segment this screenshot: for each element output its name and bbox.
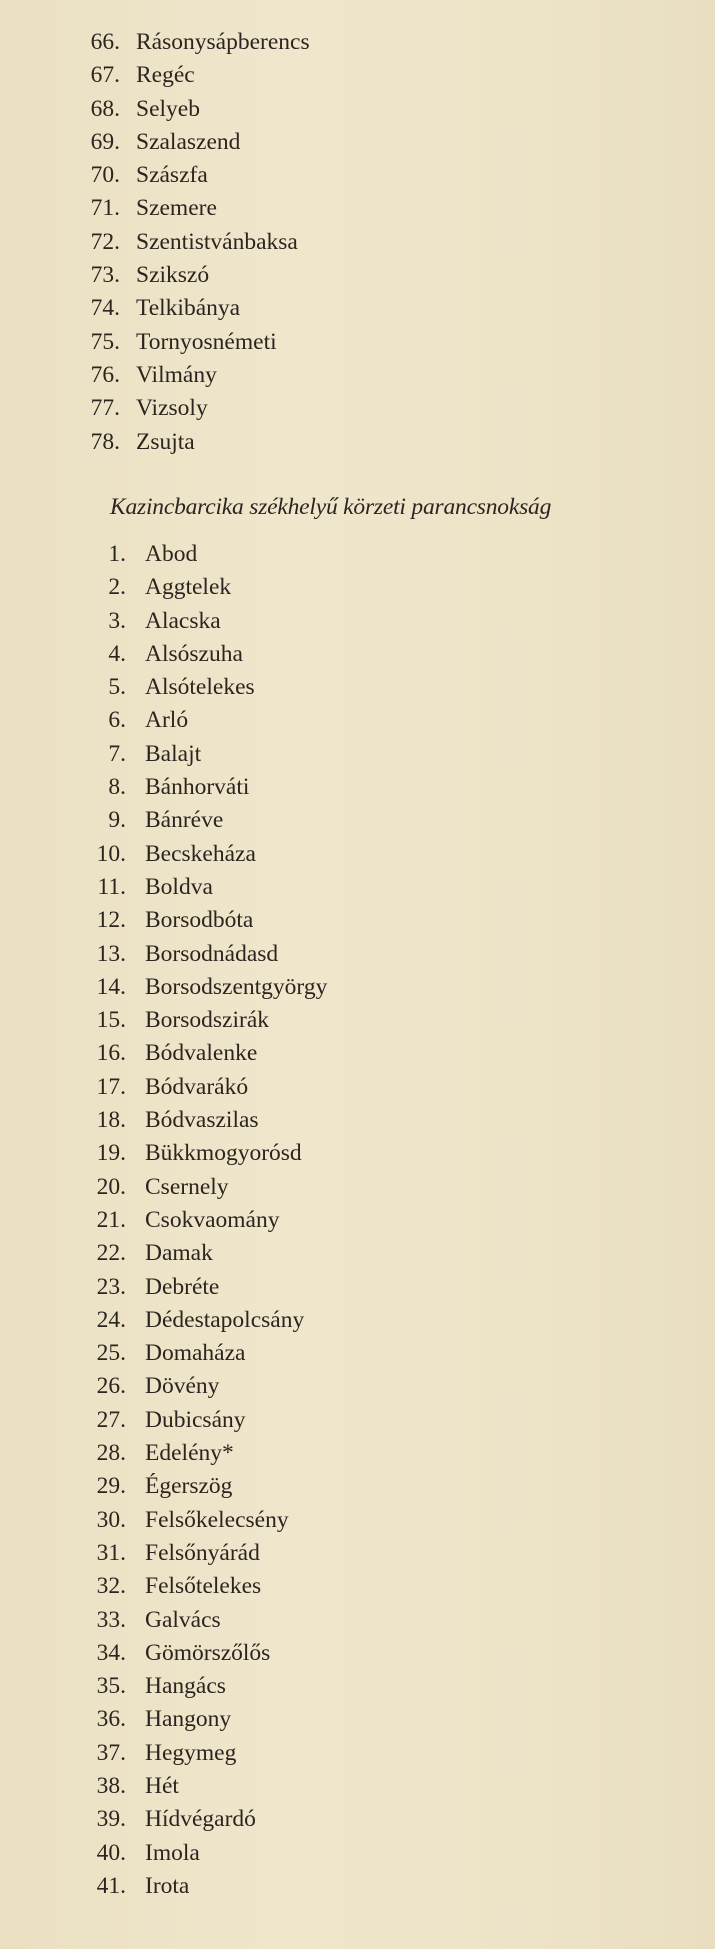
item-number: 34. xyxy=(96,1639,126,1666)
settlement-name: Galvács xyxy=(145,1606,221,1633)
settlement-name: Hídvégardó xyxy=(145,1806,256,1833)
item-number: 9. xyxy=(108,807,126,834)
item-number: 25. xyxy=(96,1340,126,1367)
item-number: 14. xyxy=(96,973,126,1000)
settlement-name: Bódvaszilas xyxy=(145,1107,259,1134)
item-number: 26. xyxy=(96,1373,126,1400)
item-number: 35. xyxy=(96,1673,126,1700)
settlement-name: Csokvaomány xyxy=(145,1206,280,1233)
settlement-name: Hangony xyxy=(145,1706,232,1733)
item-number: 66. xyxy=(90,29,120,55)
item-number: 36. xyxy=(96,1706,126,1733)
item-number: 22. xyxy=(96,1240,126,1267)
settlement-name: Vizsoly xyxy=(136,395,208,422)
item-number: 23. xyxy=(96,1273,126,1300)
item-number: 6. xyxy=(108,707,126,734)
settlement-name: Selyeb xyxy=(136,95,200,122)
item-number: 10. xyxy=(96,840,126,867)
item-number: 71. xyxy=(90,195,120,222)
settlement-name: Szalaszend xyxy=(136,128,241,155)
settlement-name: Szászfa xyxy=(136,162,208,189)
settlement-name: Hét xyxy=(145,1772,179,1799)
item-number: 12. xyxy=(96,907,126,934)
settlement-name: Irota xyxy=(145,1872,190,1899)
settlement-name: Becskeháza xyxy=(145,840,256,867)
settlement-name: Dubicsány xyxy=(145,1406,246,1433)
settlement-name: Felsőkelecsény xyxy=(145,1506,289,1533)
settlement-name: Bükkmogyorósd xyxy=(145,1140,302,1167)
item-number: 73. xyxy=(90,262,120,289)
settlement-name: Borsodszirák xyxy=(145,1007,270,1034)
settlement-name: Edelény* xyxy=(145,1440,234,1467)
item-number: 5. xyxy=(108,674,126,701)
settlement-name: Zsujta xyxy=(136,428,195,455)
item-number: 11. xyxy=(97,873,126,900)
settlement-name: Gömörszőlős xyxy=(145,1639,271,1666)
settlement-name: Bánhorváti xyxy=(145,774,250,801)
settlement-name: Szikszó xyxy=(136,262,210,289)
item-number: 20. xyxy=(96,1173,126,1200)
settlement-name: Dövény xyxy=(145,1373,220,1400)
item-number: 4. xyxy=(108,640,126,667)
item-number: 2. xyxy=(108,574,126,601)
item-number: 41. xyxy=(96,1872,126,1899)
item-number: 32. xyxy=(96,1573,126,1600)
item-number: 18. xyxy=(96,1107,126,1134)
item-number: 68. xyxy=(90,95,120,122)
settlement-name: Aggtelek xyxy=(145,574,232,601)
item-number: 1. xyxy=(108,541,126,567)
item-number: 16. xyxy=(96,1040,126,1067)
item-number: 13. xyxy=(96,940,126,967)
item-number: 75. xyxy=(90,328,120,355)
settlement-name: Bánréve xyxy=(145,807,224,834)
item-number: 7. xyxy=(108,740,126,767)
item-number: 67. xyxy=(90,62,120,89)
item-number: 21. xyxy=(96,1206,126,1233)
item-number: 31. xyxy=(96,1539,126,1566)
settlement-name: Boldva xyxy=(145,873,213,900)
settlement-name: Balajt xyxy=(145,740,202,767)
settlement-name: Debréte xyxy=(145,1273,220,1300)
item-number: 28. xyxy=(96,1440,126,1467)
settlement-name: Borsodszentgyörgy xyxy=(145,973,328,1000)
settlement-name: Alsótelekes xyxy=(145,674,255,701)
settlement-name: Regéc xyxy=(136,62,195,89)
item-number: 30. xyxy=(96,1506,126,1533)
settlement-name: Rásonysápberencs xyxy=(136,29,310,55)
item-number: 72. xyxy=(90,228,120,255)
settlement-name: Alacska xyxy=(145,607,221,634)
settlement-name: Alsószuha xyxy=(145,640,243,667)
settlement-name: Damak xyxy=(145,1240,213,1267)
settlement-name: Hegymeg xyxy=(145,1739,237,1766)
settlement-name: Borsodnádasd xyxy=(145,940,279,967)
item-number: 8. xyxy=(108,774,126,801)
settlement-name: Imola xyxy=(145,1839,200,1866)
settlement-name: Abod xyxy=(145,541,198,567)
settlement-name: Csernely xyxy=(145,1173,229,1200)
settlement-name: Bódvarákó xyxy=(145,1073,249,1100)
section-heading: Kazincbarcika székhelyű körzeti parancsnokság xyxy=(110,494,552,520)
item-number: 76. xyxy=(90,361,120,388)
settlement-name: Hangács xyxy=(145,1673,226,1700)
settlement-name: Felsőtelekes xyxy=(145,1573,262,1600)
settlement-name: Tornyosnémeti xyxy=(136,328,277,355)
item-number: 3. xyxy=(108,607,126,634)
item-number: 33. xyxy=(96,1606,126,1633)
item-number: 24. xyxy=(96,1306,126,1333)
item-number: 29. xyxy=(96,1473,126,1500)
item-number: 40. xyxy=(96,1839,126,1866)
item-number: 77. xyxy=(90,395,120,422)
settlement-name: Borsodbóta xyxy=(145,907,254,934)
item-number: 39. xyxy=(96,1806,126,1833)
item-number: 69. xyxy=(90,128,120,155)
settlement-name: Szemere xyxy=(136,195,217,222)
item-number: 19. xyxy=(96,1140,126,1167)
item-number: 74. xyxy=(90,295,120,322)
settlement-name: Arló xyxy=(145,707,189,734)
item-number: 37. xyxy=(96,1739,126,1766)
settlement-name: Felsőnyárád xyxy=(145,1539,260,1566)
item-number: 15. xyxy=(96,1007,126,1034)
settlement-name: Bódvalenke xyxy=(145,1040,258,1067)
settlement-name: Égerszög xyxy=(145,1473,233,1500)
settlement-name: Dédestapolcsány xyxy=(145,1306,305,1333)
item-number: 38. xyxy=(96,1772,126,1799)
item-number: 27. xyxy=(96,1406,126,1433)
settlement-name: Telkibánya xyxy=(136,295,241,322)
item-number: 17. xyxy=(96,1073,126,1100)
settlement-name: Vilmány xyxy=(136,361,217,388)
item-number: 70. xyxy=(90,162,120,189)
item-number: 78. xyxy=(90,428,120,455)
settlement-name: Domaháza xyxy=(145,1340,246,1367)
settlement-name: Szentistvánbaksa xyxy=(136,228,298,255)
